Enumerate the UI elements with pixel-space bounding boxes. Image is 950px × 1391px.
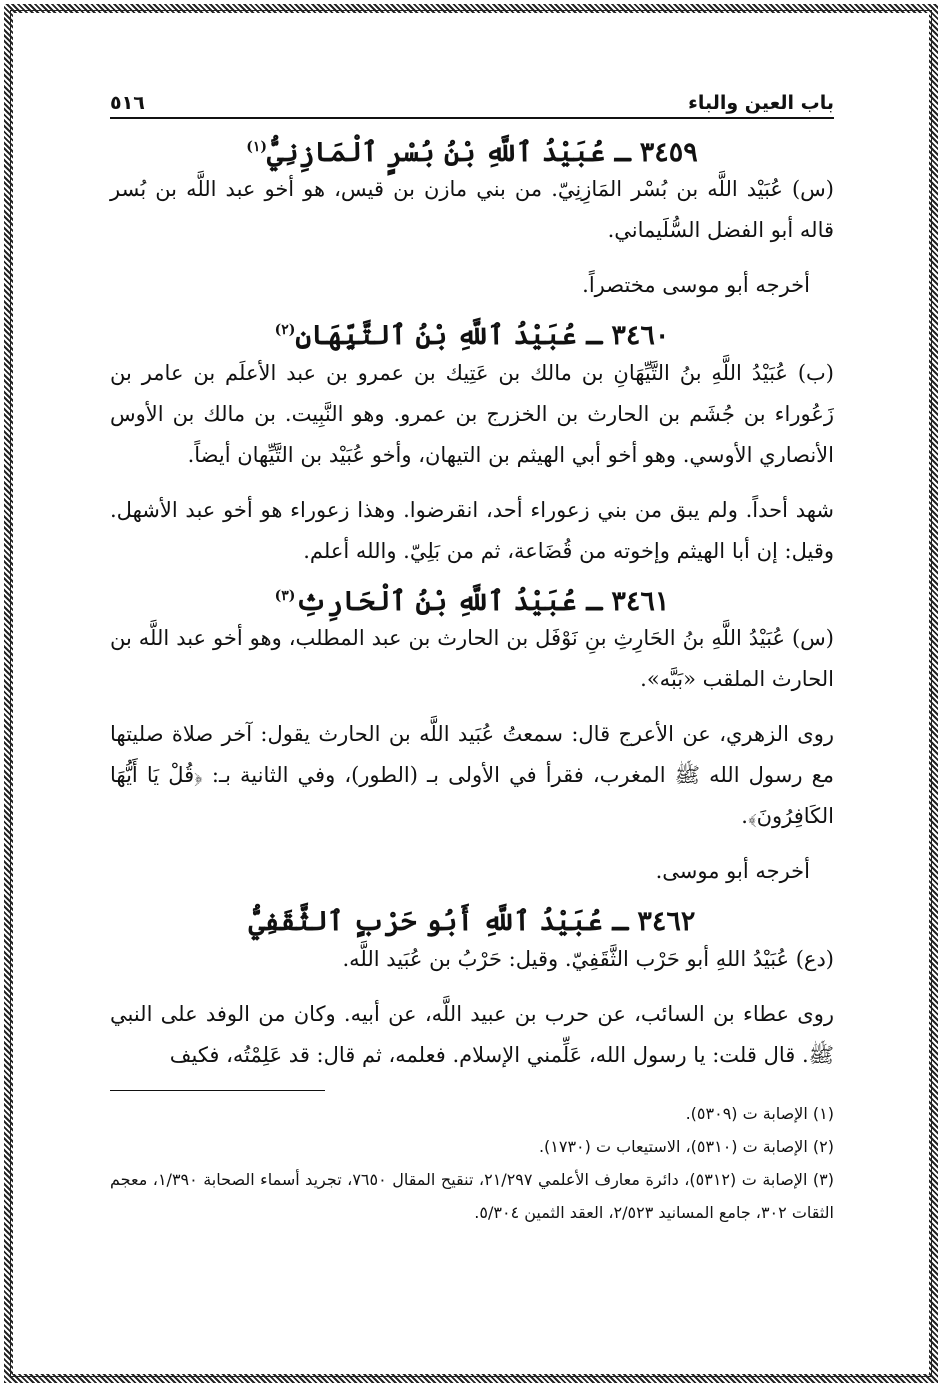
entry-title-text: ٣٤٥٩ ـ عُبَيْدُ ٱللَّهِ بْنُ بُسْرٍ ٱلْمَازِنِيُّ [266, 137, 698, 168]
entry-paragraph: (س) عُبَيْد اللَّه بن بُسْر المَازِنِيّ. من بني مازن بن قيس، هو أخو عبد اللَّه بن بُسر قاله أبو الفضل السُّلَيماني. [110, 177, 834, 243]
page-content [110, 88, 834, 1229]
entry-paragraph: (دع) عُبَيْدُ اللهِ أبو حَرْب الثَّقَفِيّ. وقيل: حَرْبُ بن عُبَيد اللَّه. [342, 946, 834, 971]
page-number: ٥١٦ [110, 92, 145, 114]
entry-title-text: ٣٤٦١ ـ عُبَيْدُ ٱللَّهِ بْنُ ٱلْحَارِثِ [295, 585, 670, 617]
footnote: (٣) الإصابة ت (٥٣١٢)، دائرة معارف الأعلمي ٢١/٢٩٧، تنقيح المقال ٧٦٥٠، تجريد أسماء الصحابة ١/٣٩٠، معجم الثقات ٣٠٢، جامع المسانيد ٢/٥٢٣، العقد الثمين ٥/٣٠٤. [110, 1169, 835, 1222]
footnote-ref: (٢) [274, 322, 296, 339]
footnote: (٢) الإصابة ت (٥٣١٠)، الاستيعاب ت (١٧٣٠). [538, 1136, 834, 1156]
entry-paragraph: روى عطاء بن السائب، عن حرب بن عبيد اللَّه، عن أبيه. وكان من الوفد على النبي ﷺ. قال قلت: يا رسول الله، عَلِّمني الإسلام. فعلمه، ثم قال: قد عَلِمْتُه، فكيف [110, 1001, 834, 1067]
entry-title [110, 320, 834, 352]
footnote-ref: (٣) [274, 587, 296, 604]
footnote-separator [110, 1090, 325, 1091]
entry-title [110, 137, 834, 169]
entry-paragraph: (س) عُبَيْدُ اللَّهِ بنُ الحَارِثِ بنِ نَوْفَل بن الحارث بن عبد المطلب، وهو أخو عبد اللَّه بن الحارث الملقب «بَبَّه». [110, 626, 834, 692]
footnote: (١) الإصابة ت (٥٣٠٩). [685, 1103, 834, 1123]
entry-title-text: ٣٤٦٠ ـ عُبَيْدُ ٱللَّهِ بْنُ ٱلتَّيِّهَانِ [295, 320, 670, 352]
entry-paragraph: روى الزهري، عن الأعرج قال: سمعتُ عُبَيد اللَّه بن الحارث يقول: آخر صلاة صليتها مع رسول الله ﷺ المغرب، فقرأ في الأولى بـ (الطور)، وفي الثانية بـ: ﴿قُلْ يَا أَيُّهَا الكَافِرُونَ﴾. [110, 722, 834, 829]
entry-paragraph: أخرجه أبو موسى مختصراً. [582, 273, 810, 298]
entry-paragraph: (ب) عُبَيْدُ اللَّهِ بنُ التَّيِّهَانِ بن مالك بن عَتِيك بن عمرو بن عبد الأعلَم بن عامر بن زَعُوراء بن جُشَم بن الحارث بن الخزرج بن عمرو. وهو النَّبِيت. بن مالك بن الأوس الأنصاري الأوسي. وهو أخو أبي الهيثم بن التيهان، وأخو عُبَيْد بن التَّيِّهان أيضاً. [110, 360, 834, 467]
entry-title [110, 586, 834, 618]
entry-title [110, 906, 834, 938]
footnote-ref: (١) [246, 139, 267, 155]
running-header [110, 88, 834, 119]
entry-paragraph: شهد أحداً. ولم يبق من بني زعوراء أحد، انقرضوا. وهذا زعوراء هو أخو عبد الأشهل. وقيل: إن أبا الهيثم وإخوته من قُضَاعة، ثم من بَلِيّ. والله أعلم. [110, 497, 834, 563]
footnotes [110, 1097, 834, 1229]
entry-paragraph: أخرجه أبو موسى. [655, 859, 810, 884]
entry-title-text: ٣٤٦٢ ـ عُبَيْدُ ٱللَّهِ أَبُو حَرْبٍ ٱلثَّقَفِيُّ [248, 906, 696, 938]
chapter-title: باب العين والباء [688, 92, 834, 114]
